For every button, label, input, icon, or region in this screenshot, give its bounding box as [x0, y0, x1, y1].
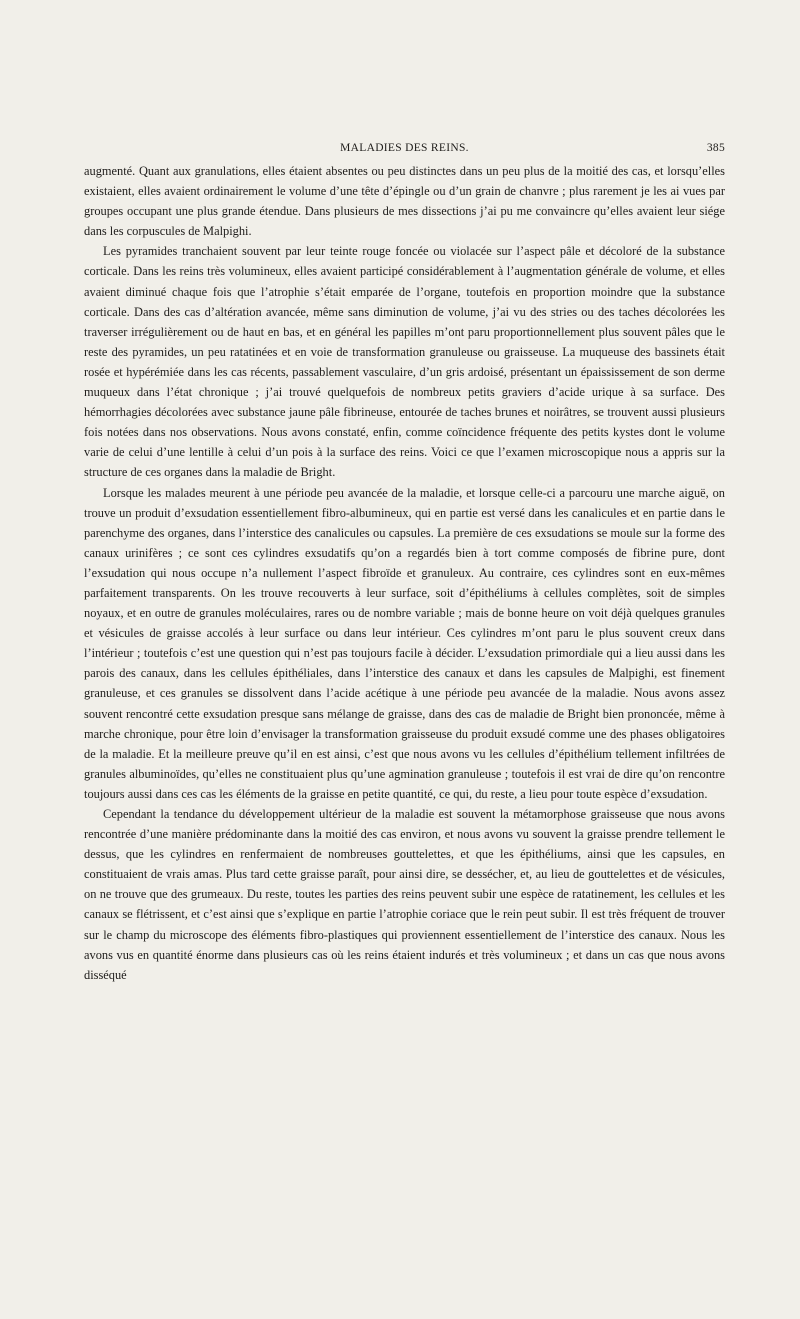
running-header — [84, 142, 725, 160]
running-title: MALADIES DES REINS. — [340, 142, 469, 154]
paragraph-4: Cependant la tendance du développement ultérieur de la maladie est souvent la métamorphose graisseuse que nous avons rencontrée d’une manière prédominante dans la moitié des cas environ, et nous avons vu souvent la graisse prendre tellement le dessus, que les cylindres en renfermaient de nombreuses gouttelettes, et que les épithéliums, ainsi que les capsules, en constituaient de vrais amas. Plus tard cette graisse paraît, pour ainsi dire, se dessécher, et, au lieu de gouttelettes et de vésicules, on ne trouve que des grumeaux. Du reste, toutes les parties des reins peuvent subir une espèce de ratatinement, les cellules et les canaux se flétrissent, et c’est ainsi que s’explique en partie l’atrophie coriace que le rein peut subir. Il est très fréquent de trouver sur le champ du microscope des éléments fibro-plastiques qui proviennent essentiellement de l’interstice des canaux. Nous les avons vus en quantité énorme dans plusieurs cas où les reins étaient indurés et très volumineux ; et dans un cas que nous avons disséqué — [84, 807, 725, 982]
paragraph-3: Lorsque les malades meurent à une période peu avancée de la maladie, et lorsque celle-ci a parcouru une marche aiguë, on trouve un produit d’exsudation essentiellement fibro-albumineux, qui en partie est versé dans les canalicules et en partie dans le parenchyme des organes, dans l’interstice des canalicules ou capsules. La première de ces exsudations se moule sur la forme des canaux urinifères ; ce sont ces cylindres exsudatifs qu’on a regardés bien à tort comme composés de fibrine pure, dont l’exsudation qui nous occupe n’a nullement l’aspect fibroïde et granuleux. Au contraire, ces cylindres sont en eux-mêmes parfaitement transparents. On les trouve recouverts à leur surface, soit d’épithéliums à cellules complètes, soit de simples noyaux, et en outre de granules moléculaires, rares ou de nombre variable ; mais de bonne heure on voit déjà quelques granules et vésicules de graisse accolés à leur surface ou dans leur intérieur. Ces cylindres m’ont paru le plus souvent creux dans l’intérieur ; toutefois c’est une question qui n’est pas toujours facile à décider. L’exsudation primordiale qui a lieu aussi dans les parois des canaux, dans les cellules épithéliales, dans l’interstice des canaux et dans les capsules de Malpighi, est finement granuleuse, et ces granules se dissolvent dans l’acide acétique à une période peu avancée de la maladie. Nous avons assez souvent rencontré cette exsudation presque sans mélange de graisse, dans des cas de maladie de Bright bien prononcée, même à marche chronique, pour être loin d’envisager la transformation graisseuse du produit exsudé comme une des phases obligatoires de la maladie. Et la meilleure preuve qu’il en est ainsi, c’est que nous avons vu les cellules d’épithélium tellement infiltrées de granules albuminoïdes, qu’elles ne constituaient plus qu’une agmination granuleuse ; toutefois il est vrai de dire qu’on rencontre toujours aussi dans ces cas les éléments de la graisse en petite quantité, ce qui, du reste, a lieu pour toute espèce d’exsudation. — [84, 485, 725, 801]
paragraph-1: augmenté. Quant aux granulations, elles étaient absentes ou peu distinctes dans un peu plus de la moitié des cas, et lorsqu’elles existaient, elles avaient ordinairement le volume d’une tête d’épingle ou d’un grain de chanvre ; plus rarement je les ai vues par groupes occupant une plus grande étendue. Dans plusieurs de mes dissections j’ai pu me convaincre qu’elles avaient leur siége dans les corpuscules de Malpighi. — [84, 164, 725, 239]
paragraph-2: Les pyramides tranchaient souvent par leur teinte rouge foncée ou violacée sur l’aspect pâle et décoloré de la substance corticale. Dans les reins très volumineux, elles avaient participé considérablement à l’augmentation générale de volume, et elles avaient diminué chaque fois que l’atrophie s’était emparée de l’organe, toutefois en proportion moindre que la substance corticale. Dans des cas d’altération avancée, même sans diminution de volume, j’ai vu des stries ou des taches décolorées les traverser irrégulièrement ou de haut en bas, et en général les papilles m’ont paru proportionnellement plus souvent pâles que le reste des pyramides, un peu ratatinées et en voie de transformation granuleuse ou graisseuse. La muqueuse des bassinets était rosée et hypérémiée dans les cas récents, passablement vasculaire, d’un gris ardoisé, présentant un épaississement de son derme muqueux dans l’état chronique ; j’ai trouvé quelquefois de nombreux petits graviers d’acide urique à sa surface. Des hémorrhagies décolorées avec substance jaune pâle fibrineuse, entourée de taches brunes et noirâtres, se trouvent aussi plusieurs fois notées dans nos observations. Nous avons constaté, enfin, comme coïncidence fréquente des petits kystes dont le volume varie de celui d’une lentille à celui d’un pois à la surface des reins. Voici ce que l’examen microscopique nous a appris sur la structure de ces organes dans la maladie de Bright. — [84, 244, 725, 480]
body-text — [84, 161, 725, 985]
page-number: 385 — [706, 142, 725, 154]
